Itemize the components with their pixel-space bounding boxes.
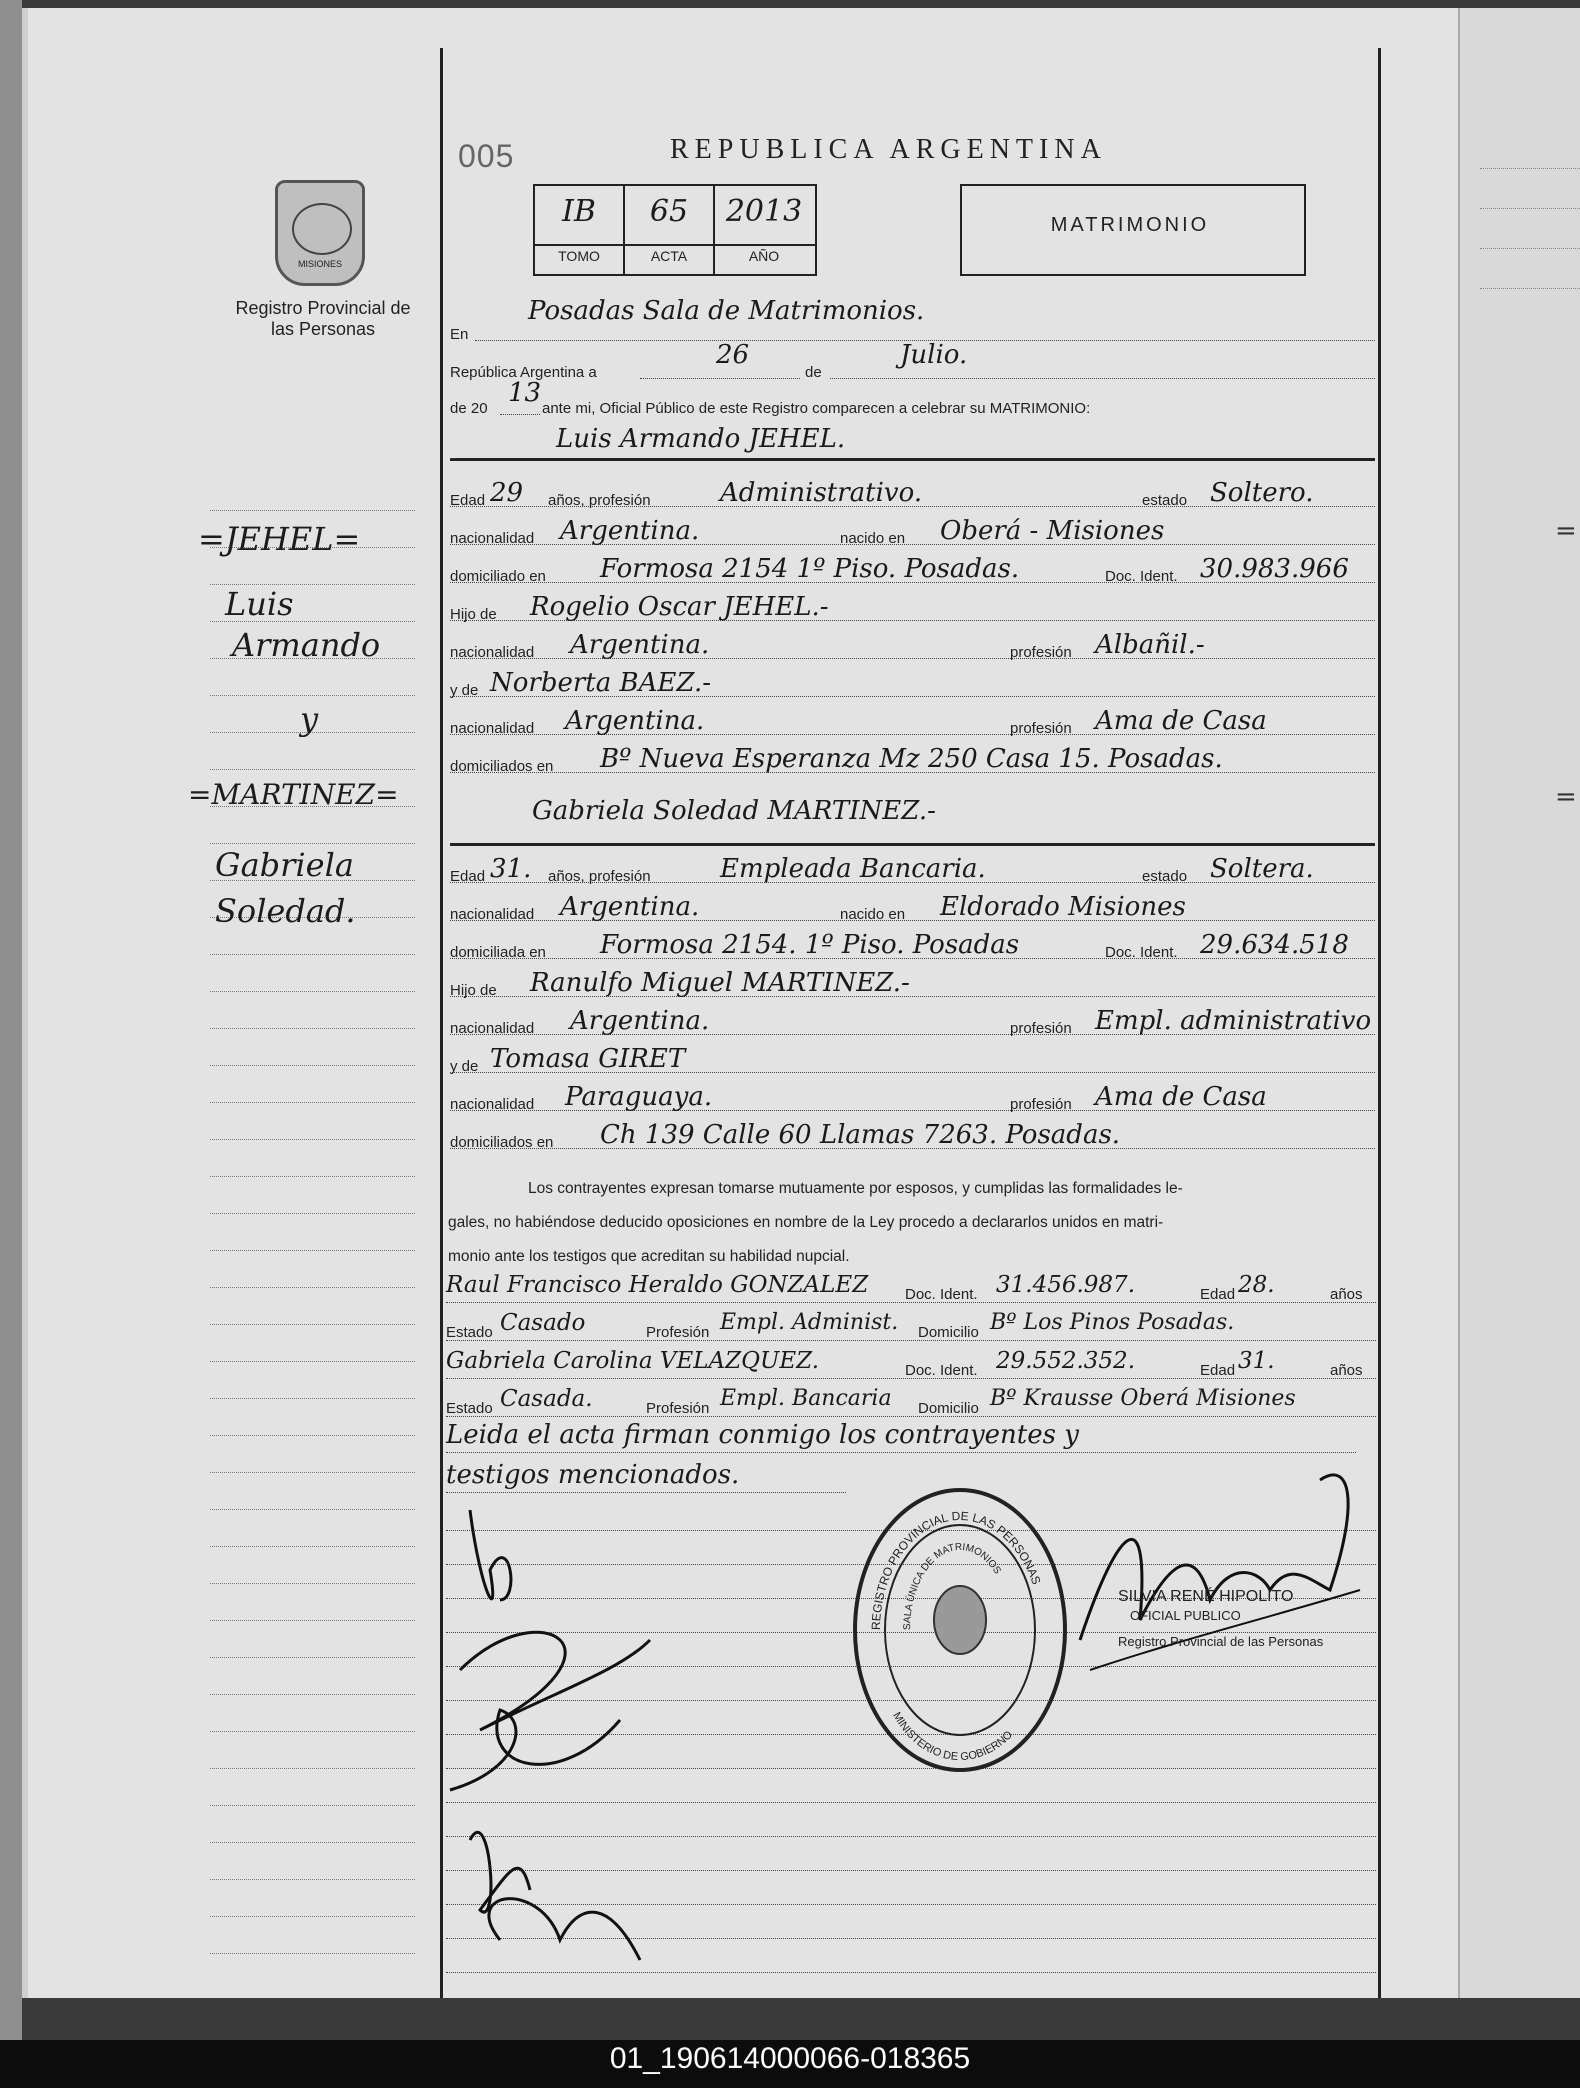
field-label: profesión xyxy=(1010,720,1072,737)
margin-rule xyxy=(210,1694,415,1695)
field-label: Doc. Ident. xyxy=(1105,944,1178,961)
field-label: profesión xyxy=(1010,1020,1072,1037)
field-label: nacido en xyxy=(840,530,906,547)
field-label: y de xyxy=(450,1058,479,1075)
margin-rule xyxy=(210,1398,415,1399)
margin-rule xyxy=(210,843,415,844)
field-value: Oberá - Misiones xyxy=(940,516,1165,546)
stamp-outer-text: REGISTRO PROVINCIAL DE LAS PERSONAS xyxy=(868,1508,1044,1631)
label-ante-mi: ante mi, Oficial Público de este Registro comparecen a celebrar su MATRIMONIO: xyxy=(542,400,1091,417)
label-en: En xyxy=(450,326,469,343)
witness-profession: Empl. Administ. xyxy=(720,1310,899,1335)
field-value: Bº Nueva Esperanza Mz 250 Casa 15. Posadas. xyxy=(600,744,1223,774)
field-value: Paraguaya. xyxy=(565,1082,713,1112)
field-label: y de xyxy=(450,682,479,699)
field-value: Argentina. xyxy=(560,892,700,922)
field-value: Soltera. xyxy=(1210,854,1314,884)
field-value: Ch 139 Calle 60 Llamas 7263. Posadas. xyxy=(600,1120,1121,1150)
acta-label: ACTA xyxy=(650,248,688,264)
tomo-label: TOMO xyxy=(558,248,600,264)
margin-rule xyxy=(210,510,415,511)
margin-rule xyxy=(210,1583,415,1584)
field-label: domiciliada en xyxy=(450,944,546,961)
field-label: nacionalidad xyxy=(450,644,535,661)
statement-line: gales, no habiéndose deducido oposiciones en nombre de la Ley procedo a declararlos unidos en matri- xyxy=(448,1214,1164,1231)
next-page-edge xyxy=(1458,8,1580,1998)
margin-groom-middle: Armando xyxy=(232,626,381,664)
witness-age-label: Edad xyxy=(1200,1286,1236,1303)
field-value: Argentina. xyxy=(565,706,705,736)
field-value: Argentina. xyxy=(560,516,700,546)
margin-rule xyxy=(210,991,415,992)
record-box xyxy=(533,184,817,276)
statement-line: Los contrayentes expresan tomarse mutuamente por esposos, y cumplidas las formalidades le- xyxy=(528,1180,1183,1197)
next-page-mark: = xyxy=(1555,782,1577,812)
field-label: profesión xyxy=(1010,644,1072,661)
field-label: Edad xyxy=(450,868,486,885)
label-republica: República Argentina a xyxy=(450,364,597,381)
margin-rule xyxy=(210,1139,415,1140)
margin-bride-middle: Soledad. xyxy=(215,892,356,930)
margin-rule xyxy=(210,1176,415,1177)
field-label: Doc. Ident. xyxy=(1105,568,1178,585)
field-value: Ama de Casa xyxy=(1095,706,1267,736)
field-label: nacionalidad xyxy=(450,1020,535,1037)
ceremony-place: Posadas Sala de Matrimonios. xyxy=(528,296,925,326)
next-page-mark: = xyxy=(1555,516,1577,546)
stamp-bottom-text: MINISTERIO DE GOBIERNO xyxy=(890,1710,1015,1764)
field-label: Edad xyxy=(450,492,486,509)
bride-section-top xyxy=(450,843,1375,846)
ceremony-month: Julio. xyxy=(900,340,968,370)
margin-rule xyxy=(210,1546,415,1547)
field-label: años, profesión xyxy=(548,492,651,509)
witness-doc: 29.552.352. xyxy=(996,1348,1135,1374)
party-signatures xyxy=(440,1470,700,1990)
act-type-label: MATRIMONIO xyxy=(1050,214,1210,236)
margin-groom-surname: =JEHEL= xyxy=(198,520,361,558)
witness-age: 28. xyxy=(1238,1272,1275,1298)
field-label: domiciliados en xyxy=(450,758,554,775)
field-value: Formosa 2154 1º Piso. Posadas. xyxy=(600,554,1020,584)
margin-conjunction: y xyxy=(300,700,319,738)
statement-paragraph xyxy=(448,1172,1372,1274)
margin-rule xyxy=(210,769,415,770)
margin-rule xyxy=(210,1287,415,1288)
witness-name: Gabriela Carolina VELAZQUEZ. xyxy=(446,1348,820,1374)
margin-rule xyxy=(210,1620,415,1621)
margin-rule xyxy=(210,1102,415,1103)
tomo-value: IB xyxy=(562,194,596,229)
witness-years-label: años xyxy=(1330,1362,1363,1379)
ceremony-day: 26 xyxy=(716,340,750,370)
field-value: Empl. administrativo xyxy=(1095,1006,1372,1036)
province-seal: MISIONES xyxy=(275,180,365,286)
country-title: REPUBLICA ARGENTINA xyxy=(670,134,1107,165)
field-value: Formosa 2154. 1º Piso. Posadas xyxy=(600,930,1020,960)
book-binding xyxy=(0,0,22,2040)
witness-status: Casado xyxy=(500,1310,586,1336)
officer-signature xyxy=(1060,1440,1380,1710)
field-value: Soltero. xyxy=(1210,478,1314,508)
witness-address: Bº Krausse Oberá Misiones xyxy=(990,1386,1296,1411)
official-stamp xyxy=(840,1480,1080,1780)
field-value: 31. xyxy=(490,854,532,884)
ceremony-year: 13 xyxy=(508,378,542,408)
registry-label: Registro Provincial de las Personas xyxy=(235,298,411,339)
margin-rule xyxy=(210,1028,415,1029)
field-label: nacionalidad xyxy=(450,530,535,547)
field-label: domiciliado en xyxy=(450,568,546,585)
officer-name: SILVIA RENÉ HIPOLITO xyxy=(1118,1588,1294,1605)
margin-rule xyxy=(210,1213,415,1214)
witness-age: 31. xyxy=(1238,1348,1275,1374)
margin-rule xyxy=(210,1916,415,1917)
witness-profession: Empl. Bancaria xyxy=(720,1386,892,1411)
groom-section-top xyxy=(450,458,1375,461)
margin-rule xyxy=(210,1509,415,1510)
margin-rule xyxy=(210,695,415,696)
svg-text:MINISTERIO DE GOBIERNO xyxy=(890,1710,1015,1763)
field-value: Rogelio Oscar JEHEL.- xyxy=(530,592,829,622)
witness-profession-label: Profesión xyxy=(646,1324,710,1341)
field-label: años, profesión xyxy=(548,868,651,885)
field-value: Argentina. xyxy=(570,1006,710,1036)
margin-rule xyxy=(210,1472,415,1473)
closing-line: Leida el acta firman conmigo los contrayentes y xyxy=(446,1420,1079,1450)
witness-years-label: años xyxy=(1330,1286,1363,1303)
field-value: Empleada Bancaria. xyxy=(720,854,986,884)
witness-address: Bº Los Pinos Posadas. xyxy=(990,1310,1235,1335)
field-value: Ama de Casa xyxy=(1095,1082,1267,1112)
witness-age-label: Edad xyxy=(1200,1362,1236,1379)
bride-name: Gabriela Soledad MARTINEZ.- xyxy=(532,796,936,826)
label-de: de xyxy=(805,364,822,381)
margin-rule xyxy=(210,1657,415,1658)
acta-value: 65 xyxy=(649,194,689,229)
field-label: Hijo de xyxy=(450,982,497,999)
field-value: 29.634.518 xyxy=(1200,930,1349,960)
field-value: Administrativo. xyxy=(720,478,923,508)
field-value: Albañil.- xyxy=(1095,630,1205,660)
witness-status-label: Estado xyxy=(446,1324,493,1341)
field-label: nacionalidad xyxy=(450,1096,535,1113)
margin-rule xyxy=(210,1065,415,1066)
margin-bride-first: Gabriela xyxy=(215,846,354,884)
margin-rule xyxy=(210,1805,415,1806)
field-value: Tomasa GIRET xyxy=(490,1044,686,1074)
witness-address-label: Domicilio xyxy=(918,1324,979,1341)
margin-groom-first: Luis xyxy=(225,585,294,623)
witness-status-label: Estado xyxy=(446,1400,493,1417)
field-value: Eldorado Misiones xyxy=(940,892,1186,922)
margin-rule xyxy=(210,1879,415,1880)
margin-rule xyxy=(210,1361,415,1362)
witness-name: Raul Francisco Heraldo GONZALEZ xyxy=(446,1272,869,1298)
fill-line xyxy=(446,1416,1376,1417)
stamp-inner-text: SALA ÚNICA DE MATRIMONIOS xyxy=(901,1541,1003,1631)
witness-doc: 31.456.987. xyxy=(996,1272,1135,1298)
margin-rule xyxy=(210,1250,415,1251)
fill-line xyxy=(446,1340,1376,1341)
field-value: 29 xyxy=(490,478,524,508)
witness-profession-label: Profesión xyxy=(646,1400,710,1417)
margin-rule xyxy=(210,1435,415,1436)
field-value: Ranulfo Miguel MARTINEZ.- xyxy=(530,968,910,998)
field-label: nacionalidad xyxy=(450,720,535,737)
field-label: nacido en xyxy=(840,906,906,923)
margin-rule xyxy=(210,954,415,955)
margin-rule xyxy=(210,1731,415,1732)
file-id: 01_190614000066-018365 xyxy=(609,2042,971,2075)
field-label: estado xyxy=(1142,868,1188,885)
field-label: profesión xyxy=(1010,1096,1072,1113)
officer-title: OFICIAL PUBLICO xyxy=(1130,1608,1241,1623)
officer-registry: Registro Provincial de las Personas xyxy=(1118,1634,1324,1649)
field-value: Argentina. xyxy=(570,630,710,660)
field-label: estado xyxy=(1142,492,1188,509)
witness-status: Casada. xyxy=(500,1386,593,1412)
page-number: 005 xyxy=(458,138,515,174)
field-value: Norberta BAEZ.- xyxy=(490,668,712,698)
anio-value: 2013 xyxy=(725,194,803,229)
groom-name: Luis Armando JEHEL. xyxy=(556,424,846,454)
margin-rule xyxy=(210,1842,415,1843)
anio-label: AÑO xyxy=(748,248,780,264)
margin-rule xyxy=(210,1324,415,1325)
margin-rule xyxy=(210,1953,415,1954)
margin-rule xyxy=(210,1768,415,1769)
statement-line: monio ante los testigos que acreditan su habilidad nupcial. xyxy=(448,1248,850,1265)
field-label: Hijo de xyxy=(450,606,497,623)
field-label: domiciliados en xyxy=(450,1134,554,1151)
witness-doc-label: Doc. Ident. xyxy=(905,1362,978,1379)
margin-bride-surname: =MARTINEZ= xyxy=(188,778,399,811)
witness-address-label: Domicilio xyxy=(918,1400,979,1417)
label-de20: de 20 xyxy=(450,400,488,417)
closing-line: testigos mencionados. xyxy=(446,1460,740,1490)
field-label: nacionalidad xyxy=(450,906,535,923)
witness-doc-label: Doc. Ident. xyxy=(905,1286,978,1303)
field-value: 30.983.966 xyxy=(1200,554,1349,584)
